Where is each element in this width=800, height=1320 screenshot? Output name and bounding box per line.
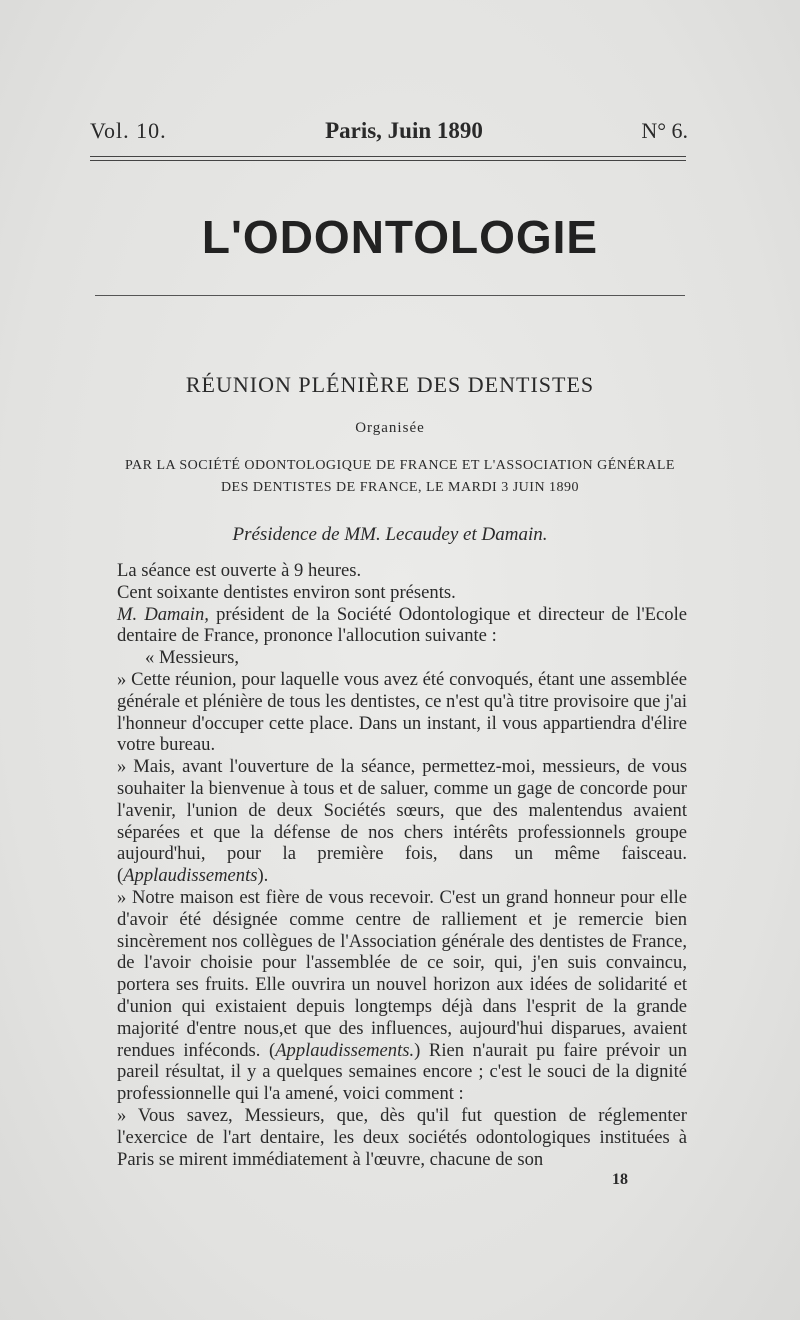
paragraph-speech-1: » Cette réunion, pour laquelle vous avez été convoqués, étant une assemblée générale et plénière de tous les dentistes, ce n'est qu'à titre provisoire que j'ai l'honneur d'occuper cette place. Dans un instant, il vous appartiendra d'élire votre bureau. <box>117 668 687 756</box>
paragraph-speech-2 <box>117 756 687 887</box>
paragraph-attendance: Cent soixante dentistes environ sont présents. <box>117 581 456 603</box>
speech-3-text: » Notre maison est fière de vous recevoir. C'est un grand honneur pour elle d'avoir été désignée comme centre de ralliement et je remercie bien sincèrement nos collègues de l'Association générale des dentistes de France, de l'avoir choisie pour l'assemblée de ce soir, qui, j'en suis convaincu, portera ses fruits. Elle ouvrira un nouvel horizon aux idées de solidarité et d'union qui existaient depuis longtemps déjà dans l'esprit de la grande majorité d'entre nous,et que des influences, aujourd'hui disparues, avaient rendues inféconds. ( <box>117 886 687 1061</box>
speaker-name: M. Damain, <box>117 603 209 625</box>
paragraph-speech-3 <box>117 887 687 1105</box>
place-date: Paris, Juin 1890 <box>325 118 483 143</box>
article-organisee: Organisée <box>355 420 425 436</box>
speech-3-applause: Applaudissements. <box>275 1039 415 1061</box>
article-body <box>117 560 687 1170</box>
speech-2-applause: Applaudissements <box>123 865 258 887</box>
journal-title: L'ODONTOLOGIE <box>201 211 599 263</box>
article-title: RÉUNION PLÉNIÈRE DES DENTISTES <box>185 372 595 397</box>
title-divider <box>95 295 685 296</box>
article-subtitle-line1: PAR LA SOCIÉTÉ ODONTOLOGIQUE DE FRANCE ET L'ASSOCIATION GÉNÉRALE <box>125 458 675 473</box>
paragraph-speech-4: » Vous savez, Messieurs, que, dès qu'il fut question de réglementer l'exercice de l'art dentaire, les deux sociétés odontologiques instituées à Paris se mirent immédiatement à l'œuvre, chacune de son <box>117 1104 687 1170</box>
speech-2-end: ). <box>257 865 269 887</box>
volume-label: Vol. 10. <box>90 118 167 143</box>
speech-3-end: ) Rien n'aurait pu faire prévoir un pareil résultat, il y a quelques semaines encore ; c'est le souci de la dignité professionnelle qui l'a amené, voici comment : <box>117 1039 688 1105</box>
paragraph-opening: La séance est ouverte à 9 heures. <box>117 560 362 581</box>
presidence-line: Présidence de MM. Lecaudey et Damain. <box>232 524 548 545</box>
paragraph-speaker <box>117 604 687 648</box>
page-header <box>90 118 688 144</box>
page-number: 18 <box>612 1171 628 1188</box>
header-divider <box>90 156 686 164</box>
speech-2-text: » Mais, avant l'ouverture de la séance, permettez-moi, messieurs, de vous souhaiter la bienvenue à tous et de saluer, comme un gage de concorde pour l'avenir, l'union de deux Sociétés sœurs, que des malentendus avaient séparées et que la défense de nos chers intérêts professionnels groupe aujourd'hui, pour la première fois, dans un même faisceau. ( <box>117 756 687 887</box>
article-subtitle-line2: DES DENTISTES DE FRANCE, LE MARDI 3 JUIN 1890 <box>220 480 580 495</box>
paragraph-salutation: « Messieurs, <box>145 647 239 669</box>
issue-number: N° 6. <box>641 118 688 143</box>
speaker-intro: président de la Société Odontologique et directeur de l'Ecole dentaire de France, prononce l'allocution suivante : <box>117 603 687 647</box>
